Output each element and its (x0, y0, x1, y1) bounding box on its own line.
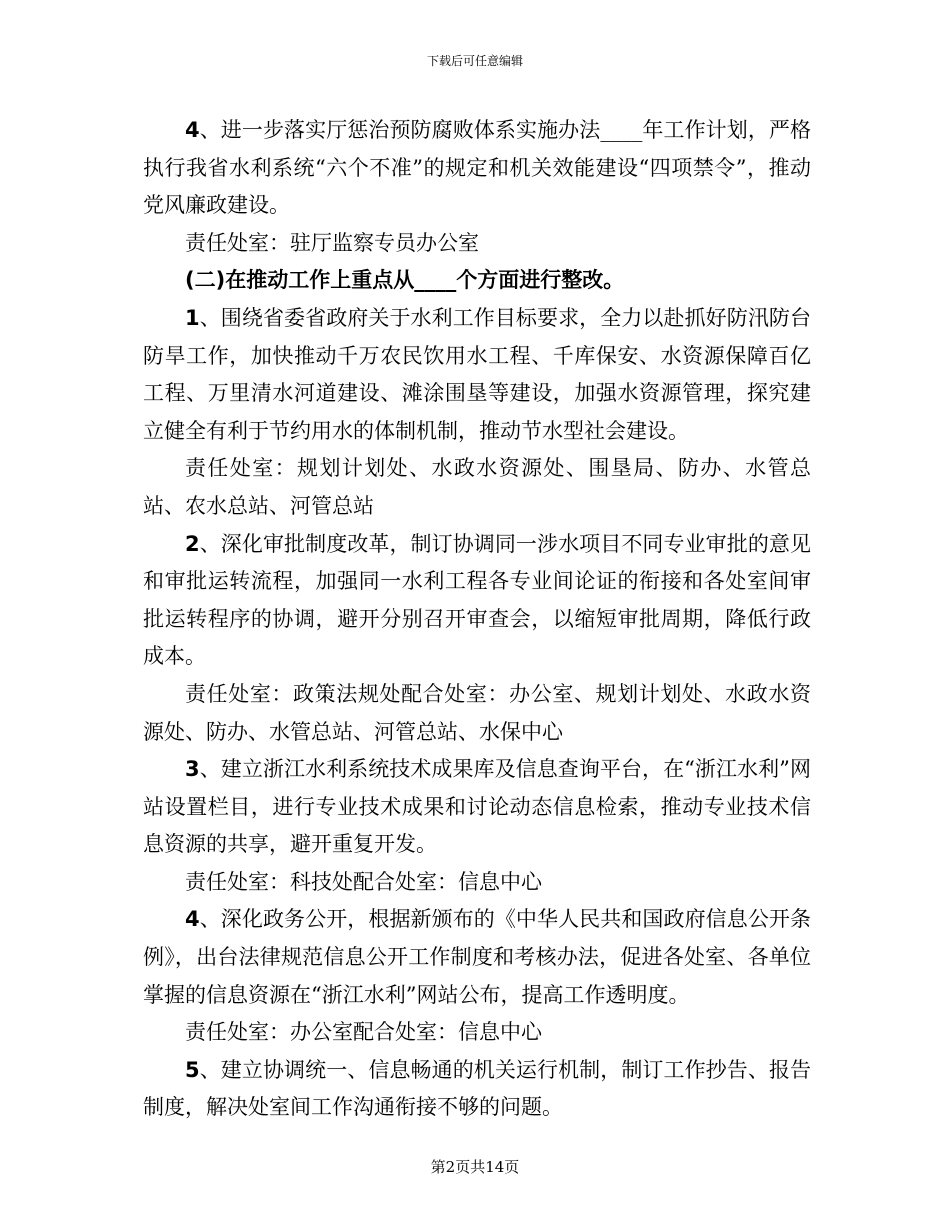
responsibility-line: 责任处室：科技处配合处室：信息中心 (185, 869, 542, 894)
item-number: 5 (185, 1057, 200, 1082)
paragraph-item-5 (143, 1052, 811, 1127)
document-body (143, 112, 811, 1127)
item-number: 1 (185, 305, 200, 330)
responsibility-line: 责任处室：驻厅监察专员办公室 (185, 230, 479, 255)
paragraph-text: 、进一步落实厅惩治预防腐败体系实施办法____年工作计划，严格执行我省水利系统“六个不准”的规定和机关效能建设“四项禁令”，推动党风廉政建设。 (143, 118, 811, 218)
item-number: 4 (185, 907, 200, 932)
responsibility-line: 责任处室：办公室配合处室：信息中心 (185, 1020, 542, 1045)
section-heading: (二)在推动工作上重点从____个方面进行整改。 (185, 268, 625, 293)
page-header: 下载后可任意编辑 (426, 54, 523, 68)
paragraph-text: 、深化政务公开，根据新颁布的《中华人民共和国政府信息公开条例》，出台法律规范信息公开工作制度和考核办法，促进各处室、各单位掌握的信息资源在“浙江水利”网站公布，提高工作透明度。 (143, 907, 811, 1007)
paragraph-item-1 (143, 300, 811, 450)
paragraph-text: 、深化审批制度改革，制订协调同一涉水项目不同专业审批的意见和审批运转流程，加强同一水利工程各专业间论证的衔接和各处室间审批运转程序的协调，避开分别召开审查会，以缩短审批周期，降低行政成本。 (143, 531, 811, 669)
paragraph-text: 、建立浙江水利系统技术成果库及信息查询平台，在“浙江水利”网站设置栏目，进行专业技术成果和讨论动态信息检索，推动专业技术信息资源的共享，避开重复开发。 (143, 757, 811, 857)
paragraph-item-3 (143, 751, 811, 864)
paragraph-item-4 (143, 112, 811, 225)
paragraph-item-4b (143, 901, 811, 1014)
responsibility-line: 责任处室：规划计划处、水政水资源处、围垦局、防办、水管总站、农水总站、河管总站 (143, 456, 811, 518)
responsibility-line: 责任处室：政策法规处配合处室：办公室、规划计划处、水政水资源处、防办、水管总站、河管总站、水保中心 (143, 681, 811, 744)
item-number: 3 (185, 757, 200, 782)
page-footer: 第2页共14页 (430, 1158, 520, 1176)
item-number: 4 (185, 118, 200, 142)
paragraph-text: 、围绕省委省政府关于水利工作目标要求，全力以赴抓好防汛防台防旱工作，加快推动千万农民饮用水工程、千库保安、水资源保障百亿工程、万里清水河道建设、滩涂围垦等建设，加强水资源管理，探究建立健全有利于节约用水的体制机制，推动节水型社会建设。 (143, 305, 811, 443)
item-number: 2 (185, 531, 200, 556)
paragraph-text: 、建立协调统一、信息畅通的机关运行机制，制订工作抄告、报告制度，解决处室间工作沟通衔接不够的问题。 (143, 1057, 811, 1120)
paragraph-item-2 (143, 526, 811, 676)
